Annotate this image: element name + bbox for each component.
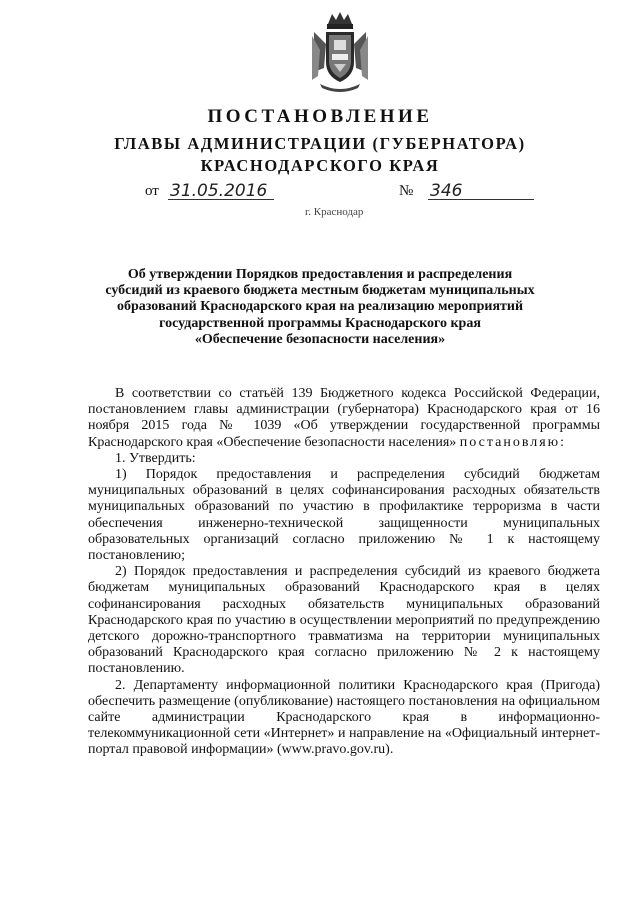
coat-of-arms-icon bbox=[310, 10, 370, 94]
title-line: государственной программы Краснодарского края bbox=[159, 315, 481, 331]
issuer-heading-line-1: ГЛАВЫ АДМИНИСТРАЦИИ (ГУБЕРНАТОРА) bbox=[114, 134, 526, 153]
preamble-text: В соответствии со статьёй 139 Бюджетного кодекса Российской Федерации, постановлением главы администрации (губернатора) Краснодарского края от 16 ноября 2015 года № 1039 «Об утверждении государственной программы Краснодарского края «Обеспечение безопасности населения» bbox=[88, 386, 600, 450]
document-title bbox=[100, 267, 540, 348]
document-type-heading: ПОСТАНОВЛЕНИЕ bbox=[207, 106, 433, 127]
title-line: Об утверждении Порядков предоставления и распределения bbox=[127, 267, 513, 282]
issuer-heading-line-2: КРАСНОДАРСКОГО КРАЯ bbox=[200, 156, 440, 175]
number-prefix-label: № bbox=[399, 183, 414, 199]
item-2-paragraph: 2. Департаменту информационной политики Краснодарского края (Пригода) обеспечить размещение (опубликование) настоящего постановления на официальном сайте администрации Краснодарского края в информационно-телекоммуникационной сети «Интернет» и направление на «Официальный интернет-портал правовой информации» (www.pravo.gov.ru). bbox=[88, 677, 600, 758]
title-line: образований Краснодарского края на реализацию мероприятий bbox=[116, 299, 524, 315]
item-1-1-paragraph: 1) Порядок предоставления и распределения субсидий бюджетам муниципальных образований в целях софинансирования расходных обязательств муниципальных образований по участию в профилактике терроризма в части обеспечения инженерно-технической защищенности муниципальных образовательных организаций согласно приложению № 1 к настоящему постановлению; bbox=[88, 467, 600, 564]
item-1-2-paragraph: 2) Порядок предоставления и распределения субсидий из краевого бюджета бюджетам муниципальных образований Краснодарского края в целях софинансирования расходных обязательств муниципальных образований Краснодарского края по участию в осуществлении мероприятий по предупреждению детского дорожно-транспортного травматизма на территории муниципальных образований Краснодарского края согласно приложению № 2 к настоящему постановлению. bbox=[88, 564, 600, 677]
title-line: «Обеспечение безопасности населения» bbox=[194, 331, 446, 347]
date-prefix-label: от bbox=[145, 183, 159, 199]
handwritten-date: 31.05.2016 bbox=[168, 183, 274, 200]
item-1-paragraph: 1. Утвердить: bbox=[115, 450, 196, 466]
document-body bbox=[88, 386, 600, 759]
city-label: г. Краснодар bbox=[305, 206, 364, 218]
title-line: субсидий из краевого бюджета местным бюджетам муниципальных bbox=[105, 283, 535, 299]
resolve-word: постановляю: bbox=[459, 434, 567, 450]
preamble-paragraph bbox=[88, 386, 600, 451]
handwritten-number: 346 bbox=[428, 183, 534, 200]
